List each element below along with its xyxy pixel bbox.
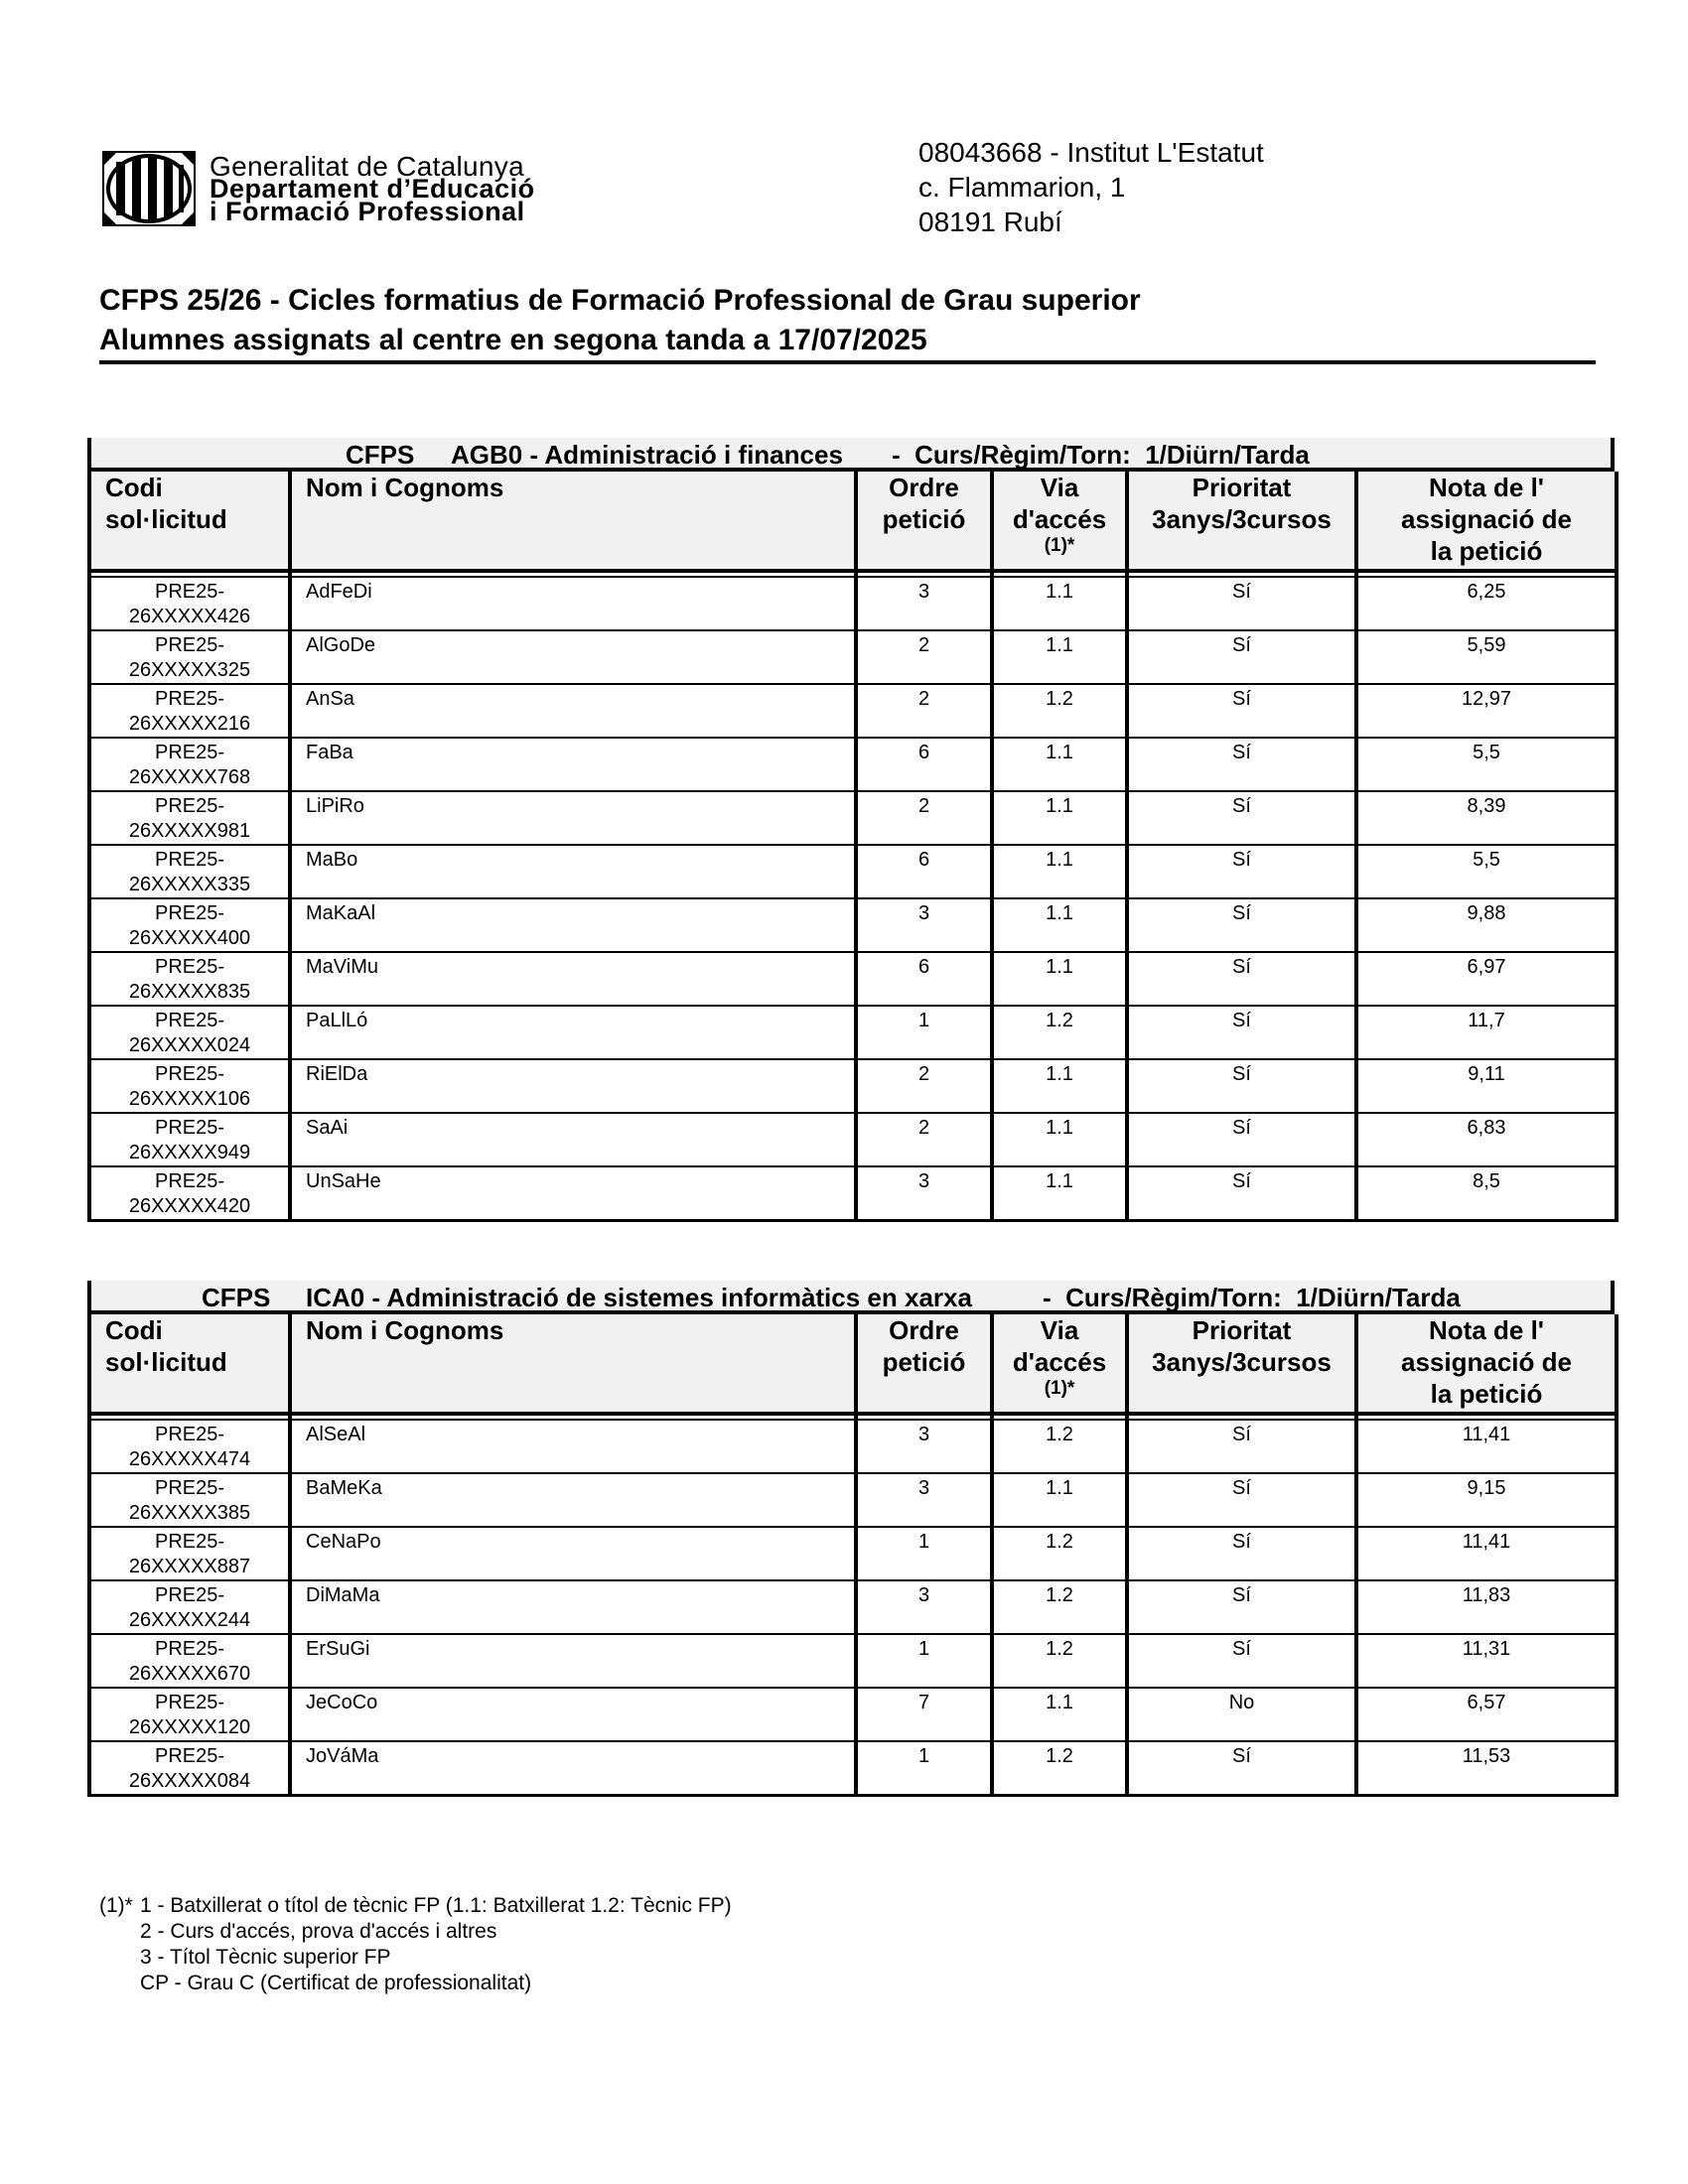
cell-access-route: 1.1 xyxy=(992,791,1127,845)
cell-request-order: 2 xyxy=(856,1059,992,1113)
cell-access-route: 1.2 xyxy=(992,1741,1127,1796)
logo-department-name: Departament d’Educació xyxy=(210,173,535,204)
footnote-line: 3 - Títol Tècnic superior FP xyxy=(140,1946,391,1969)
cell-grade: 11,83 xyxy=(1356,1580,1617,1634)
cell-access-route: 1.2 xyxy=(992,684,1127,738)
cell-student-name: RiElDa xyxy=(290,1059,856,1113)
cell-request-code: PRE25- 26XXXXX216 xyxy=(89,684,290,738)
cell-access-route: 1.1 xyxy=(992,1059,1127,1113)
cell-request-order: 2 xyxy=(856,630,992,684)
cell-grade: 11,53 xyxy=(1356,1741,1617,1796)
table-row xyxy=(89,952,1617,1006)
table-row xyxy=(89,738,1617,791)
table-row xyxy=(89,791,1617,845)
cell-access-route: 1.1 xyxy=(992,577,1127,630)
school-city: 08191 Rubí xyxy=(918,206,1062,237)
cell-request-code: PRE25- 26XXXXX474 xyxy=(89,1420,290,1473)
cell-student-name: CeNaPo xyxy=(290,1527,856,1580)
column-header-priority: Prioritat 3anys/3cursos xyxy=(1127,472,1356,571)
cell-student-name: LiPiRo xyxy=(290,791,856,845)
cell-student-name: AlGoDe xyxy=(290,630,856,684)
cell-access-route: 1.2 xyxy=(992,1527,1127,1580)
cell-request-code: PRE25- 26XXXXX244 xyxy=(89,1580,290,1634)
cell-access-route: 1.2 xyxy=(992,1634,1127,1688)
cell-request-code: PRE25- 26XXXXX768 xyxy=(89,738,290,791)
cell-access-route: 1.2 xyxy=(992,1580,1127,1634)
cell-student-name: AdFeDi xyxy=(290,577,856,630)
cell-grade: 11,41 xyxy=(1356,1527,1617,1580)
cell-request-order: 1 xyxy=(856,1634,992,1688)
cell-request-code: PRE25- 26XXXXX426 xyxy=(89,577,290,630)
school-address: c. Flammarion, 1 xyxy=(918,172,1126,203)
footnote-line: 2 - Curs d'accés, prova d'accés i altres xyxy=(140,1920,497,1943)
document-title xyxy=(99,281,1596,364)
cell-priority: Sí xyxy=(1127,577,1356,630)
cell-priority: Sí xyxy=(1127,952,1356,1006)
cell-grade: 8,39 xyxy=(1356,791,1617,845)
cell-request-order: 6 xyxy=(856,738,992,791)
cell-request-code: PRE25- 26XXXXX385 xyxy=(89,1473,290,1527)
cell-grade: 6,97 xyxy=(1356,952,1617,1006)
cell-access-route: 1.1 xyxy=(992,1688,1127,1741)
cell-priority: Sí xyxy=(1127,1166,1356,1221)
cell-grade: 11,31 xyxy=(1356,1634,1617,1688)
table-row xyxy=(89,1006,1617,1059)
course-program: CFPS xyxy=(202,1283,271,1312)
document-title-line1: CFPS 25/26 - Cicles formatius de Formació Professional de Grau superior xyxy=(99,284,1141,317)
column-header-code: Codi sol·licitud xyxy=(89,472,290,571)
cell-student-name: MaBo xyxy=(290,845,856,898)
logo-government-name: Generalitat de Catalunya xyxy=(210,150,524,182)
footnote-line: CP - Grau C (Certificat de professionalitat) xyxy=(140,1972,532,1994)
column-header-priority: Prioritat 3anys/3cursos xyxy=(1127,1314,1356,1414)
table-row xyxy=(89,684,1617,738)
cell-grade: 5,59 xyxy=(1356,630,1617,684)
cell-request-code: PRE25- 26XXXXX981 xyxy=(89,791,290,845)
cell-request-code: PRE25- 26XXXXX106 xyxy=(89,1059,290,1113)
table-row xyxy=(89,1473,1617,1527)
column-header-grade: Nota de l' assignació de la petició xyxy=(1356,1314,1617,1414)
cell-priority: Sí xyxy=(1127,845,1356,898)
course-table xyxy=(87,1281,1615,1797)
cell-grade: 6,25 xyxy=(1356,577,1617,630)
column-header-grade: Nota de l' assignació de la petició xyxy=(1356,472,1617,571)
table-row xyxy=(89,845,1617,898)
cell-request-code: PRE25- 26XXXXX335 xyxy=(89,845,290,898)
cell-student-name: ErSuGi xyxy=(290,1634,856,1688)
school-code-name: 08043668 - Institut L'Estatut xyxy=(918,137,1264,168)
cell-priority: Sí xyxy=(1127,1473,1356,1527)
cell-priority: Sí xyxy=(1127,1059,1356,1113)
table-row xyxy=(89,577,1617,630)
cell-priority: No xyxy=(1127,1688,1356,1741)
cell-priority: Sí xyxy=(1127,630,1356,684)
cell-access-route: 1.1 xyxy=(992,738,1127,791)
cell-access-route: 1.1 xyxy=(992,845,1127,898)
cell-request-order: 3 xyxy=(856,1473,992,1527)
cell-student-name: FaBa xyxy=(290,738,856,791)
cell-student-name: MaViMu xyxy=(290,952,856,1006)
course-table xyxy=(87,438,1615,1222)
cell-access-route: 1.1 xyxy=(992,952,1127,1006)
cell-request-code: PRE25- 26XXXXX024 xyxy=(89,1006,290,1059)
table-row xyxy=(89,1688,1617,1741)
footnote xyxy=(99,1893,732,1996)
table-header-row xyxy=(89,472,1617,571)
cell-grade: 12,97 xyxy=(1356,684,1617,738)
cell-access-route: 1.1 xyxy=(992,1473,1127,1527)
column-header-order: Ordre petició xyxy=(856,1314,992,1414)
cell-student-name: JoVáMa xyxy=(290,1741,856,1796)
cell-request-order: 3 xyxy=(856,1580,992,1634)
cell-grade: 11,7 xyxy=(1356,1006,1617,1059)
cell-request-code: PRE25- 26XXXXX400 xyxy=(89,898,290,952)
cell-grade: 6,83 xyxy=(1356,1113,1617,1166)
generalitat-emblem-icon xyxy=(102,151,196,226)
cell-request-code: PRE25- 26XXXXX887 xyxy=(89,1527,290,1580)
column-header-name: Nom i Cognoms xyxy=(290,1314,856,1414)
cell-request-code: PRE25- 26XXXXX835 xyxy=(89,952,290,1006)
table-row xyxy=(89,1527,1617,1580)
cell-priority: Sí xyxy=(1127,1113,1356,1166)
course-program: CFPS xyxy=(346,440,415,470)
cell-student-name: DiMaMa xyxy=(290,1580,856,1634)
cell-grade: 9,15 xyxy=(1356,1473,1617,1527)
cell-access-route: 1.1 xyxy=(992,630,1127,684)
course-header-bar xyxy=(87,438,1615,472)
department-logo xyxy=(102,151,535,226)
table-row xyxy=(89,1059,1617,1113)
cell-request-order: 3 xyxy=(856,1166,992,1221)
cell-student-name: BaMeKa xyxy=(290,1473,856,1527)
cell-priority: Sí xyxy=(1127,1006,1356,1059)
cell-grade: 8,5 xyxy=(1356,1166,1617,1221)
cell-student-name: JeCoCo xyxy=(290,1688,856,1741)
cell-student-name: PaLlLó xyxy=(290,1006,856,1059)
table-row xyxy=(89,1741,1617,1796)
footnote-row xyxy=(99,1893,732,1919)
cell-request-code: PRE25- 26XXXXX949 xyxy=(89,1113,290,1166)
cell-request-order: 3 xyxy=(856,1420,992,1473)
column-header-name: Nom i Cognoms xyxy=(290,472,856,571)
students-table xyxy=(87,1314,1618,1797)
cell-request-order: 2 xyxy=(856,791,992,845)
cell-priority: Sí xyxy=(1127,898,1356,952)
cell-request-order: 2 xyxy=(856,684,992,738)
cell-grade: 5,5 xyxy=(1356,845,1617,898)
cell-student-name: UnSaHe xyxy=(290,1166,856,1221)
cell-grade: 6,57 xyxy=(1356,1688,1617,1741)
footnote-mark: (1)* xyxy=(99,1894,133,1917)
cell-priority: Sí xyxy=(1127,1741,1356,1796)
cell-priority: Sí xyxy=(1127,1634,1356,1688)
cell-request-code: PRE25- 26XXXXX084 xyxy=(89,1741,290,1796)
cell-request-order: 3 xyxy=(856,577,992,630)
cell-grade: 9,11 xyxy=(1356,1059,1617,1113)
logo-text xyxy=(210,150,535,226)
cell-priority: Sí xyxy=(1127,1580,1356,1634)
table-row xyxy=(89,898,1617,952)
cell-priority: Sí xyxy=(1127,738,1356,791)
cell-request-order: 6 xyxy=(856,845,992,898)
cell-request-order: 1 xyxy=(856,1006,992,1059)
cell-request-code: PRE25- 26XXXXX420 xyxy=(89,1166,290,1221)
cell-request-order: 7 xyxy=(856,1688,992,1741)
course-schedule: - Curs/Règim/Torn: 1/Diürn/Tarda xyxy=(1043,1283,1461,1312)
cell-grade: 9,88 xyxy=(1356,898,1617,952)
course-name: ICA0 - Administració de sistemes informàtics en xarxa xyxy=(306,1283,972,1312)
column-header-access-route: Via d'accés (1)* xyxy=(992,472,1127,571)
footnote-reference: (1)* xyxy=(1044,535,1075,556)
cell-priority: Sí xyxy=(1127,684,1356,738)
cell-access-route: 1.2 xyxy=(992,1006,1127,1059)
document-title-line2: Alumnes assignats al centre en segona tanda a 17/07/2025 xyxy=(99,324,927,356)
course-name: AGB0 - Administració i finances xyxy=(451,440,843,470)
cell-grade: 11,41 xyxy=(1356,1420,1617,1473)
cell-access-route: 1.1 xyxy=(992,1113,1127,1166)
cell-grade: 5,5 xyxy=(1356,738,1617,791)
course-schedule: - Curs/Règim/Torn: 1/Diürn/Tarda xyxy=(892,440,1310,470)
table-row xyxy=(89,1113,1617,1166)
school-info xyxy=(918,135,1264,239)
table-row xyxy=(89,1166,1617,1221)
footnote-line: 1 - Batxillerat o títol de tècnic FP (1.1: Batxillerat 1.2: Tècnic FP) xyxy=(140,1894,732,1917)
cell-request-order: 6 xyxy=(856,952,992,1006)
cell-priority: Sí xyxy=(1127,791,1356,845)
cell-request-order: 3 xyxy=(856,898,992,952)
cell-request-code: PRE25- 26XXXXX670 xyxy=(89,1634,290,1688)
cell-student-name: SaAi xyxy=(290,1113,856,1166)
cell-request-order: 2 xyxy=(856,1113,992,1166)
cell-access-route: 1.1 xyxy=(992,898,1127,952)
logo-department-name-cont: i Formació Professional xyxy=(210,196,525,226)
footnote-reference: (1)* xyxy=(1044,1378,1075,1399)
cell-request-code: PRE25- 26XXXXX120 xyxy=(89,1688,290,1741)
cell-student-name: MaKaAl xyxy=(290,898,856,952)
column-header-access-route: Via d'accés (1)* xyxy=(992,1314,1127,1414)
students-table xyxy=(87,472,1618,1222)
cell-student-name: AlSeAl xyxy=(290,1420,856,1473)
column-header-code: Codi sol·licitud xyxy=(89,1314,290,1414)
cell-access-route: 1.2 xyxy=(992,1420,1127,1473)
table-row xyxy=(89,630,1617,684)
table-row xyxy=(89,1580,1617,1634)
cell-priority: Sí xyxy=(1127,1420,1356,1473)
table-row xyxy=(89,1420,1617,1473)
table-row xyxy=(89,1634,1617,1688)
cell-request-code: PRE25- 26XXXXX325 xyxy=(89,630,290,684)
cell-priority: Sí xyxy=(1127,1527,1356,1580)
column-header-order: Ordre petició xyxy=(856,472,992,571)
table-header-row xyxy=(89,1314,1617,1414)
course-header-bar xyxy=(87,1281,1615,1314)
cell-access-route: 1.1 xyxy=(992,1166,1127,1221)
cell-request-order: 1 xyxy=(856,1741,992,1796)
cell-request-order: 1 xyxy=(856,1527,992,1580)
cell-student-name: AnSa xyxy=(290,684,856,738)
